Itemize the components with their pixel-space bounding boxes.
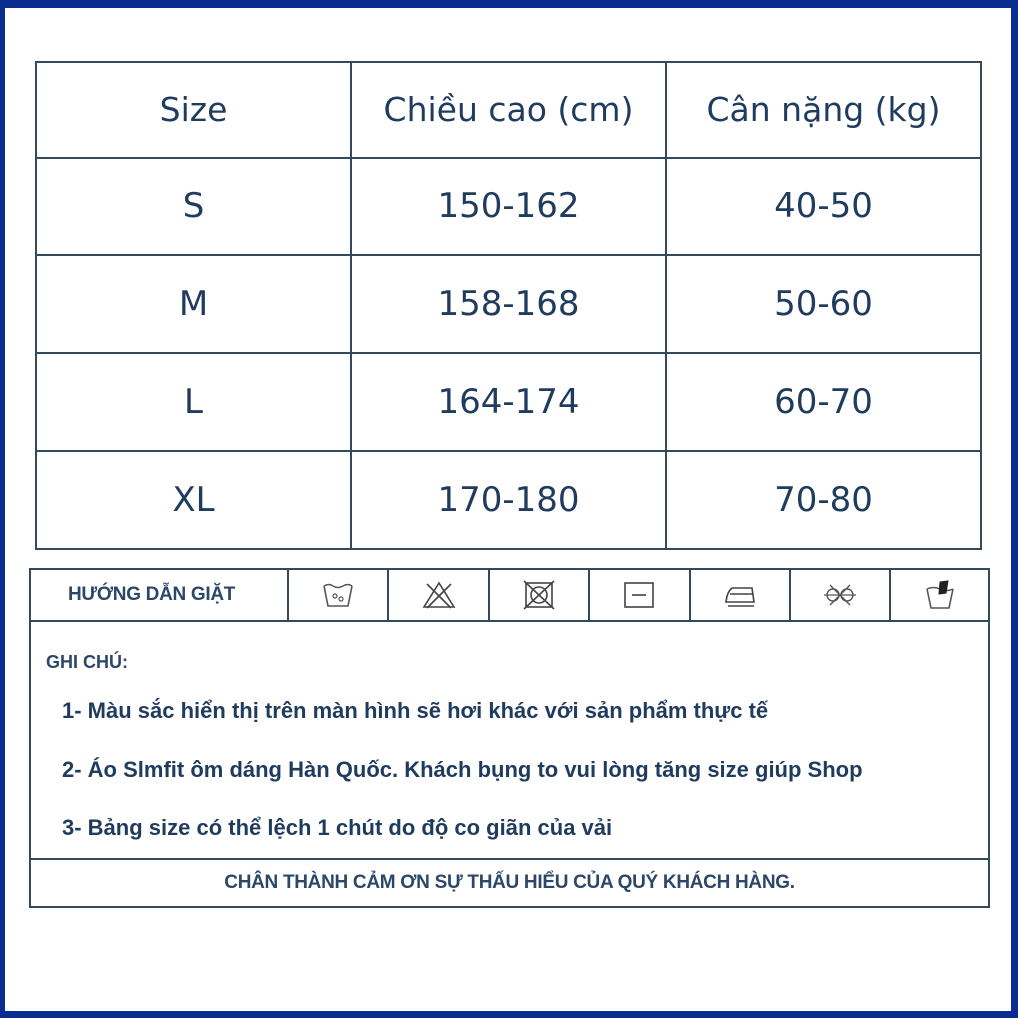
hand-wash-icon <box>289 570 389 620</box>
do-not-dry-clean-icon <box>791 570 891 620</box>
flat-dry-icon <box>590 570 690 620</box>
table-row <box>36 353 981 451</box>
header-size: Size <box>36 62 351 158</box>
note-item: 3- Bảng size có thể lệch 1 chút do độ co giãn của vải <box>62 815 613 840</box>
height-cell: 170-180 <box>351 451 666 549</box>
size-cell: M <box>36 255 351 353</box>
size-cell: S <box>36 158 351 256</box>
note-item: 2- Áo Slmfit ôm dáng Hàn Quốc. Khách bụng to vui lòng tăng size giúp Shop <box>62 757 863 782</box>
weight-cell: 70-80 <box>666 451 981 549</box>
header-height: Chiều cao (cm) <box>351 62 666 158</box>
wash-instructions-box <box>29 568 990 908</box>
weight-cell: 60-70 <box>666 353 981 451</box>
weight-cell: 50-60 <box>666 255 981 353</box>
table-row <box>36 255 981 353</box>
do-not-bleach-icon <box>389 570 489 620</box>
size-cell: XL <box>36 451 351 549</box>
note-item: 1- Màu sắc hiển thị trên màn hình sẽ hơi khác với sản phẩm thực tế <box>62 698 769 723</box>
wash-separately-icon <box>891 570 988 620</box>
iron-low-icon <box>691 570 791 620</box>
height-cell: 158-168 <box>351 255 666 353</box>
do-not-tumble-dry-icon <box>490 570 590 620</box>
table-row <box>36 158 981 256</box>
height-cell: 164-174 <box>351 353 666 451</box>
table-row <box>36 451 981 549</box>
thank-you-message: CHÂN THÀNH CẢM ƠN SỰ THẤU HIỂU CỦA QUÝ KHÁCH HÀNG. <box>224 872 795 893</box>
size-cell: L <box>36 353 351 451</box>
table-header-row <box>36 62 981 158</box>
height-cell: 150-162 <box>351 158 666 256</box>
header-weight: Cân nặng (kg) <box>666 62 981 158</box>
wash-label: HƯỚNG DẪN GIẶT <box>31 570 289 620</box>
wash-icon-row <box>31 570 988 622</box>
weight-cell: 40-50 <box>666 158 981 256</box>
notes-title: GHI CHÚ: <box>46 652 128 672</box>
notes-section <box>31 622 988 860</box>
size-table <box>35 61 982 550</box>
